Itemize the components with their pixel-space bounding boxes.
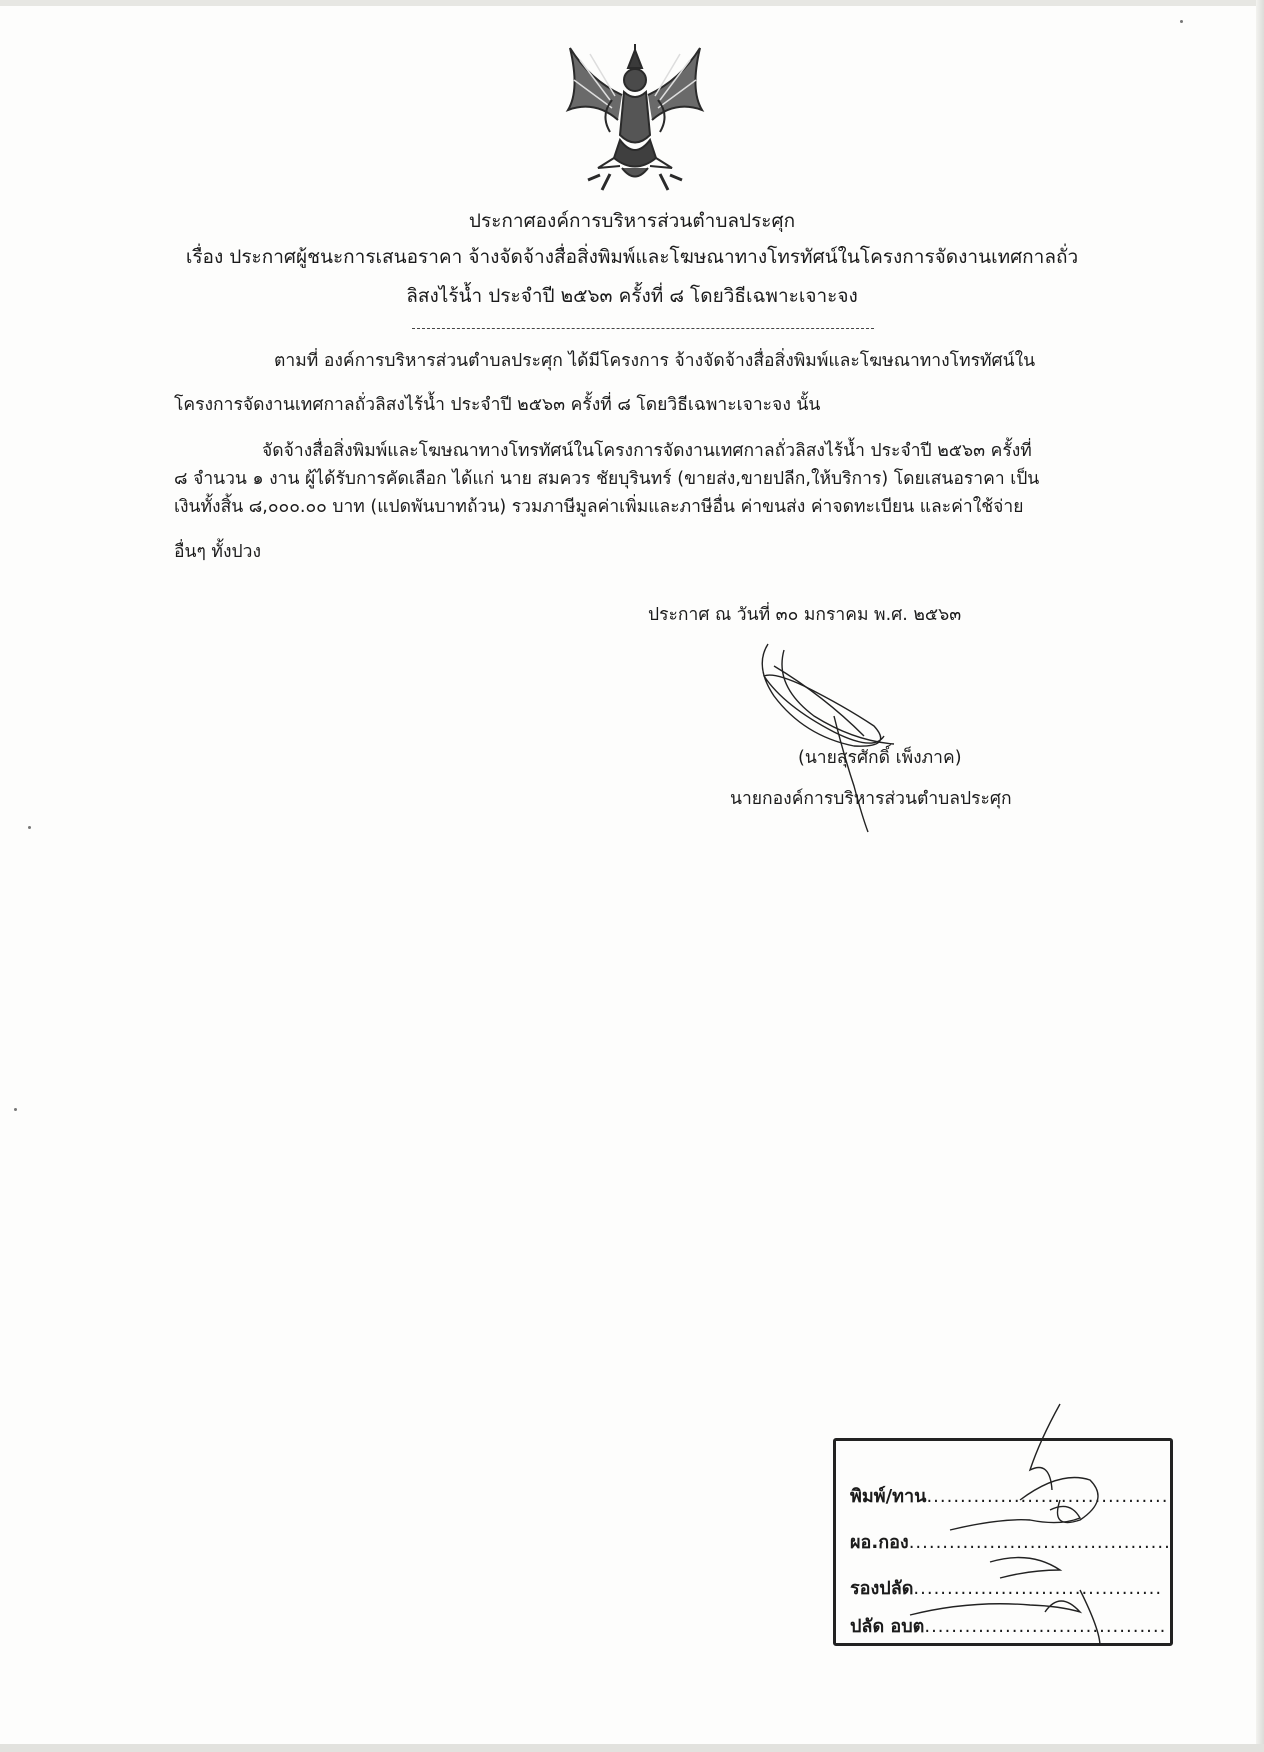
body-line: อื่นๆ ทั้งปวง <box>174 542 261 562</box>
announcement-date: ประกาศ ณ วันที่ ๓๐ มกราคม พ.ศ. ๒๕๖๓ <box>648 605 962 625</box>
scan-speck <box>28 826 31 829</box>
announcement-subject-continued: ลิสงไร้น้ำ ประจำปี ๒๕๖๓ ครั้งที่ ๘ โดยวิธีเฉพาะเจาะจง <box>406 285 858 307</box>
routing-label: พิมพ์/ทาน <box>850 1486 927 1507</box>
dashed-divider <box>412 328 874 329</box>
page-edge-top <box>0 0 1264 6</box>
routing-dots: ..................................... <box>913 1578 1163 1599</box>
routing-label: ผอ.กอง <box>850 1532 909 1553</box>
body-line: เงินทั้งสิ้น ๘,๐๐๐.๐๐ บาท (แปดพันบาทถ้วน) รวมภาษีมูลค่าเพิ่มและภาษีอื่น ค่าขนส่ง ค่าจดทะเบียน และค่าใช้จ่าย <box>174 497 1024 517</box>
body-line: ๘ จำนวน ๑ งาน ผู้ได้รับการคัดเลือก ได้แก่ นาย สมควร ชัยบุรินทร์ (ขายส่ง,ขายปลีก,ให้บริการ) โดยเสนอราคา เป็น <box>174 469 1040 489</box>
signatory-position: นายกองค์การบริหารส่วนตำบลประศุก <box>730 789 1012 809</box>
scan-speck <box>1180 20 1183 23</box>
routing-dots: .................................... <box>926 1486 1169 1507</box>
handwritten-initials-icon <box>830 1400 1190 1660</box>
scan-speck <box>14 1108 17 1111</box>
garuda-emblem-icon <box>560 40 710 195</box>
signatory-name: (นายสุรศักดิ์ เพ็งภาค) <box>798 748 962 768</box>
routing-label: รองปลัด <box>850 1578 914 1599</box>
page-edge-bottom <box>0 1744 1264 1752</box>
body-line: โครงการจัดงานเทศกาลถั่วลิสงไร้น้ำ ประจำปี ๒๕๖๓ ครั้งที่ ๘ โดยวิธีเฉพาะเจาะจง นั้น <box>174 395 821 415</box>
announcement-subject: เรื่อง ประกาศผู้ชนะการเสนอราคา จ้างจัดจ้างสื่อสิ่งพิมพ์และโฆษณาทางโทรทัศน์ในโครงการจัดงานเทศกาลถั่ว <box>185 246 1079 268</box>
routing-label: ปลัด อบต <box>850 1616 925 1637</box>
announcement-title: ประกาศองค์การบริหารส่วนตำบลประศุก <box>468 210 796 232</box>
body-line: จัดจ้างสื่อสิ่งพิมพ์และโฆษณาทางโทรทัศน์ในโครงการจัดงานเทศกาลถั่วลิสงไร้น้ำ ประจำปี ๒๕๖๓ ครั้งที่ <box>262 441 1032 461</box>
routing-dots: ....................................... <box>908 1532 1171 1553</box>
body-line: ตามที่ องค์การบริหารส่วนตำบลประศุก ได้มีโครงการ จ้างจัดจ้างสื่อสิ่งพิมพ์และโฆษณาทางโทรทัศน์ใน <box>274 351 1036 371</box>
routing-dots: .................................... <box>924 1616 1167 1637</box>
